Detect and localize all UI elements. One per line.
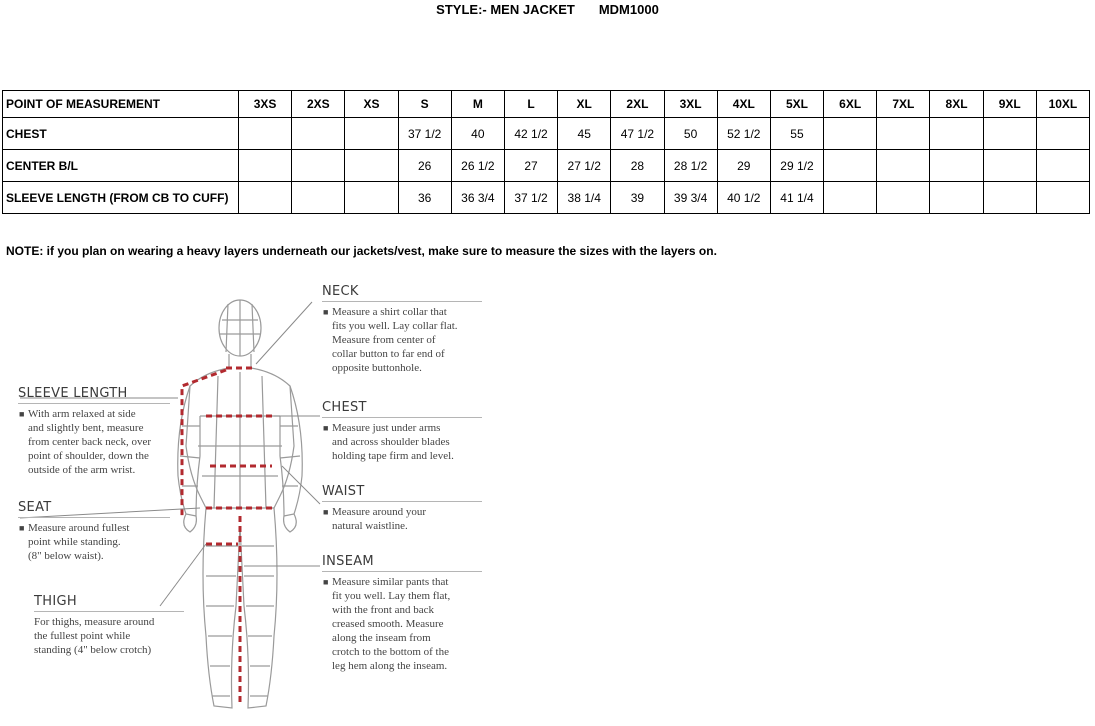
neck-text: Measure a shirt collar that fits you well. Lay collar flat. Measure from center of collar button to far end of opposite buttonhole. [332,306,458,374]
style-label: STYLE:- MEN JACKET [436,2,575,17]
measurement-cell: 26 [398,150,451,182]
size-header-cell: L [504,91,557,118]
seat-callout [18,500,170,563]
waist-callout [322,484,482,533]
seat-title: SEAT [18,500,52,515]
size-header-cell: 3XL [664,91,717,118]
measurement-cell: 38 1/4 [558,182,611,214]
measurement-cell: 29 [717,150,770,182]
thigh-title: THIGH [34,594,77,609]
measurement-cell [930,182,983,214]
size-chart-table [2,90,1090,214]
measurement-lines [182,368,276,706]
measurement-cell: 52 1/2 [717,118,770,150]
measurement-cell: 28 1/2 [664,150,717,182]
measurement-cell [239,118,292,150]
measurement-cell: 27 1/2 [558,150,611,182]
measurement-cell: 36 3/4 [451,182,504,214]
bullet-icon: ■ [19,523,25,533]
size-header-cell: S [398,91,451,118]
measurement-cell [345,118,398,150]
sleeve-title: SLEEVE LENGTH [18,386,128,401]
waist-title: WAIST [322,484,365,499]
measurement-cell: 55 [770,118,823,150]
table-row [3,182,1090,214]
chest-callout [322,400,482,463]
measurement-cell: 42 1/2 [504,118,557,150]
seat-text: Measure around fullest point while standing. (8" below waist). [28,522,130,562]
measurement-cell: 29 1/2 [770,150,823,182]
measurement-cell [877,182,930,214]
seat-divider [18,517,170,518]
neck-divider [322,301,482,302]
size-header-cell: 7XL [877,91,930,118]
size-header-cell: XS [345,91,398,118]
thigh-divider [34,611,184,612]
size-header-cell: 10XL [1036,91,1089,118]
chest-divider [322,417,482,418]
size-header-cell: 8XL [930,91,983,118]
table-row [3,150,1090,182]
measurement-cell [292,118,345,150]
measurement-cell [1036,150,1089,182]
waist-text: Measure around your natural waistline. [332,506,427,532]
bullet-icon: ■ [323,423,329,433]
inseam-callout [322,554,482,673]
waist-divider [322,501,482,502]
sleeve-callout [18,386,170,477]
measurement-cell [239,150,292,182]
size-header-cell: 9XL [983,91,1036,118]
measurement-cell: 40 [451,118,504,150]
style-code: MDM1000 [598,2,659,17]
size-header-cell: 2XS [292,91,345,118]
inseam-title: INSEAM [322,554,374,569]
measurement-cell [824,118,877,150]
measurement-cell [1036,182,1089,214]
measurement-cell: 27 [504,150,557,182]
measurement-cell [824,182,877,214]
row-label-cell: SLEEVE LENGTH (FROM CB TO CUFF) [3,182,239,214]
measurement-cell: 36 [398,182,451,214]
measurement-cell [345,150,398,182]
inseam-divider [322,571,482,572]
measurement-cell [983,118,1036,150]
measurement-guide [0,276,520,726]
measurement-cell [983,150,1036,182]
size-header-cell: 6XL [824,91,877,118]
size-header-cell: 3XS [239,91,292,118]
measurement-cell: 41 1/4 [770,182,823,214]
measurement-cell [345,182,398,214]
chest-text: Measure just under arms and across shoulder blades holding tape firm and level. [332,422,454,462]
sleeve-text: With arm relaxed at side and slightly bent, measure from center back neck, over point of shoulder, down the outside of the arm wrist. [28,408,152,476]
measurement-cell [877,150,930,182]
size-header-cell: 2XL [611,91,664,118]
measurement-cell [292,150,345,182]
measurement-cell: 28 [611,150,664,182]
bullet-icon: ■ [323,307,329,317]
neck-callout [322,284,482,375]
measurement-cell: 45 [558,118,611,150]
row-label-cell: CHEST [3,118,239,150]
thigh-text: For thighs, measure around the fullest point while standing (4" below crotch) [34,616,155,656]
bullet-icon: ■ [323,507,329,517]
measurement-cell [1036,118,1089,150]
measurement-cell [824,150,877,182]
layering-note: NOTE: if you plan on wearing a heavy layers underneath our jackets/vest, make sure to measure the sizes with the layers on. [6,244,717,258]
measurement-cell: 47 1/2 [611,118,664,150]
size-header-cell: 4XL [717,91,770,118]
bullet-icon: ■ [19,409,25,419]
measurement-cell: 37 1/2 [398,118,451,150]
measurement-cell: 39 3/4 [664,182,717,214]
measurement-cell [930,118,983,150]
measurement-cell [930,150,983,182]
row-label-cell: CENTER B/L [3,150,239,182]
measurement-cell: 40 1/2 [717,182,770,214]
neck-title: NECK [322,284,359,299]
size-header-cell: M [451,91,504,118]
header-row [3,91,1090,118]
measurement-cell [877,118,930,150]
header-label-cell: POINT OF MEASUREMENT [3,91,239,118]
measurement-cell: 50 [664,118,717,150]
table-row [3,118,1090,150]
bullet-icon: ■ [323,577,329,587]
chest-title: CHEST [322,400,367,415]
size-header-cell: XL [558,91,611,118]
measurement-cell: 26 1/2 [451,150,504,182]
measurement-cell [292,182,345,214]
measurement-cell [239,182,292,214]
sleeve-divider [18,403,170,404]
measurement-cell [983,182,1036,214]
style-header [0,2,1095,17]
thigh-callout [34,594,184,657]
size-header-cell: 5XL [770,91,823,118]
measurement-cell: 39 [611,182,664,214]
inseam-text: Measure similar pants that fit you well. Lay them flat, with the front and back creased smooth. Measure along the inseam from crotch to the bottom of the leg hem along the inseam. [332,576,451,672]
measurement-cell: 37 1/2 [504,182,557,214]
